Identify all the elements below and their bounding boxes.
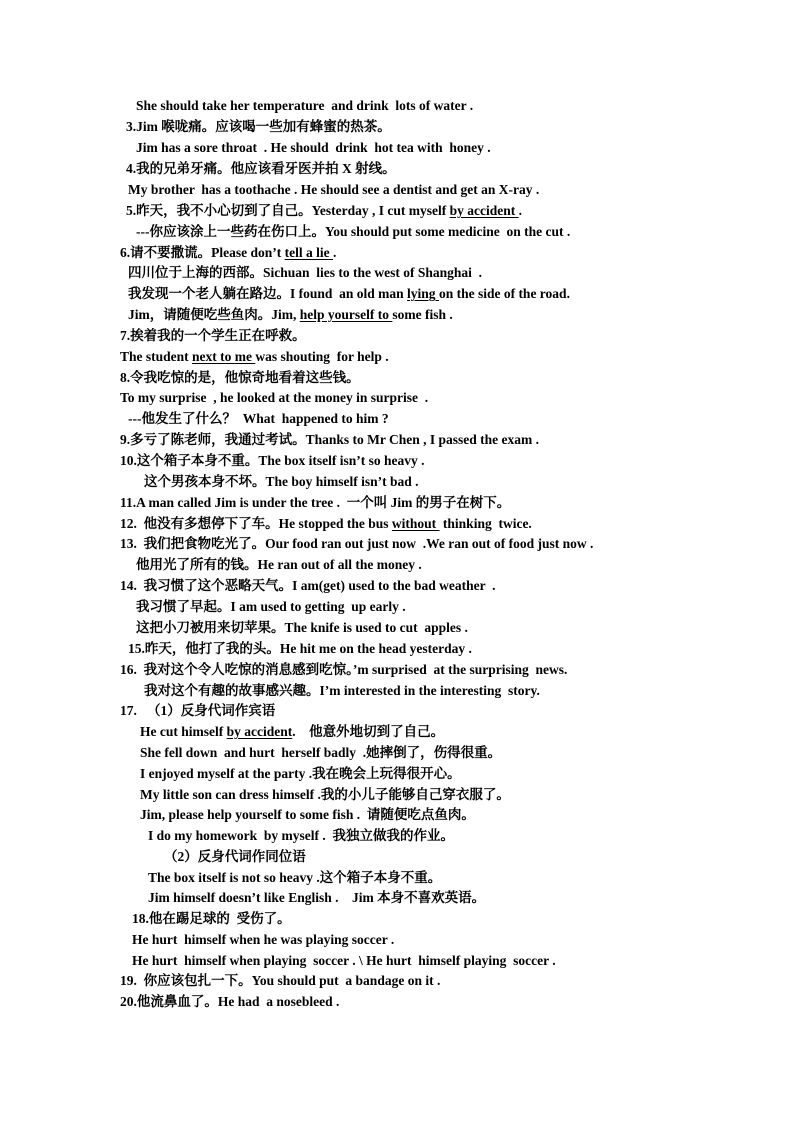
text-segment: 四川位于上海的西部。Sichuan lies to the west of Shanghai . [128,265,483,280]
text-line [120,972,440,992]
text-segment: 10.这个箱子本身不重。The box itself isn’t so heavy . [120,453,425,468]
text-line [140,723,444,743]
text-segment: 19. 你应该包扎一下。You should put a bandage on it . [120,973,441,988]
text-line [128,285,570,305]
text-line [128,264,482,284]
text-line [120,348,389,368]
underlined-phrase: lying [407,286,439,301]
text-segment: 3.Jim 喉咙痛。应该喝一些加有蜂蜜的热茶。 [126,119,391,134]
text-line [132,952,556,972]
text-segment: She fell down and hurt herself badly .她摔倒了，伤得很重。 [140,745,502,760]
text-line [148,869,441,889]
text-segment: The box itself is not so heavy .这个箱子本身不重。 [148,870,442,885]
text-line [136,97,473,117]
text-line [128,640,472,660]
text-line [148,827,454,847]
text-segment: My little son can dress himself .我的小儿子能够自己穿衣服了。 [140,787,510,802]
text-line [128,181,539,201]
text-segment: 17. （1）反身代词作宾语 [120,703,276,718]
text-segment: 13. 我们把食物吃光了。Our food ran out just now .We ran out of food just now . [120,536,594,551]
text-segment: The student [120,349,193,364]
text-line [136,598,406,618]
text-segment: 16. 我对这个令人吃惊的消息感到吃惊。’m surprised at the surprising news. [120,662,568,677]
underlined-phrase: without [391,516,440,531]
text-segment: He cut himself [140,724,227,739]
text-segment: 这个男孩本身不坏。The boy himself isn’t bad . [144,474,419,489]
text-segment: 11.A man called Jim is under the tree . 一个叫 Jim 的男子在树下。 [120,495,511,510]
text-segment: My brother has a toothache . He should see a dentist and get an X-ray . [128,182,540,197]
text-line [148,889,485,909]
text-segment: 4.我的兄弟牙痛。他应该看牙医并拍 X 射线。 [126,161,396,176]
text-line [136,556,422,576]
text-line [140,744,501,764]
text-segment: She should take her temperature and drink lots of water . [136,98,474,113]
text-segment: 8.令我吃惊的是，他惊奇地看着这些钱。 [120,370,360,385]
text-segment: Jim has a sore throat . He should drink hot tea with honey . [136,140,491,155]
text-segment: 我发现一个老人躺在路边。I found an old man [128,286,408,301]
text-line [126,118,391,138]
text-segment: He hurt himself when playing soccer . \ He hurt himself playing soccer . [132,953,556,968]
text-segment: . [518,203,522,218]
text-line [136,619,468,639]
text-segment: thinking twice. [439,516,532,531]
text-line [120,327,306,347]
text-segment: 14. 我习惯了这个恶略天气。I am(get) used to the bad weather . [120,578,496,593]
text-segment: 9.多亏了陈老师，我通过考试。Thanks to Mr Chen , I passed the exam . [120,432,540,447]
text-line [132,931,394,951]
text-line [126,202,522,222]
text-segment: I enjoyed myself at the party .我在晚会上玩得很开心。 [140,766,461,781]
text-segment: 我习惯了早起。I am used to getting up early . [136,599,406,614]
text-segment: . 他意外地切到了自己。 [292,724,445,739]
text-line [136,139,491,159]
text-line [120,993,339,1013]
text-segment: 20.他流鼻血了。He had a nosebleed . [120,994,340,1009]
text-segment: was shouting for help . [255,349,389,364]
text-segment: some fish . [392,307,453,322]
text-segment: He hurt himself when he was playing soccer . [132,932,395,947]
text-segment: Jim，请随便吃些鱼肉。Jim, [128,307,300,322]
text-segment: 15.昨天，他打了我的头。He hit me on the head yesterday . [128,641,472,656]
text-line [120,369,360,389]
text-line [126,160,396,180]
text-segment: Jim, please help yourself to some fish . 请随便吃点鱼肉。 [140,807,475,822]
text-line [120,515,532,535]
text-line [136,223,570,243]
text-segment: on the side of the road. [438,286,570,301]
underlined-phrase: by accident [226,724,293,739]
text-segment: 我对这个有趣的故事感兴趣。I’m interested in the interesting story. [144,683,540,698]
text-line [140,806,475,826]
text-line [140,786,510,806]
text-segment: 12. 他没有多想停下了车。He stopped the bus [120,516,392,531]
text-line [144,473,419,493]
text-segment: I do my homework by myself . 我独立做我的作业。 [148,828,454,843]
text-line [120,431,539,451]
text-segment: 5.昨天，我不小心切到了自己。Yesterday , I cut myself [126,203,450,218]
text-segment: 他用光了所有的钱。He ran out of all the money . [136,557,422,572]
text-line [120,494,510,514]
underlined-phrase: tell a lie [284,245,333,260]
underlined-phrase: help yourself to [299,307,393,322]
text-segment: 18.他在踢足球的 受伤了。 [132,911,291,926]
text-segment: （2）反身代词作同位语 [164,849,306,864]
text-line [120,535,593,555]
text-line [120,661,567,681]
text-line [120,702,275,722]
text-segment: 6.请不要撒谎。Please don’t [120,245,285,260]
text-line [144,682,540,702]
text-line [120,577,495,597]
text-line [120,389,428,409]
underlined-phrase: next to me [192,349,256,364]
text-line [132,910,291,930]
underlined-phrase: by accident [449,203,519,218]
text-segment: . [332,245,337,260]
text-segment: Jim himself doesn’t like English . Jim 本身不喜欢英语。 [148,890,486,905]
text-line [120,244,336,264]
text-segment: 7.挨着我的一个学生正在呼救。 [120,328,306,343]
text-line [140,765,461,785]
text-segment: ---他发生了什么？ What happened to him ? [128,411,389,426]
text-segment: To my surprise , he looked at the money in surprise . [120,390,429,405]
text-segment: 这把小刀被用来切苹果。The knife is used to cut apples . [136,620,468,635]
text-line [120,452,425,472]
text-line [164,848,306,868]
text-segment: ---你应该涂上一些药在伤口上。You should put some medicine on the cut . [136,224,571,239]
text-line [128,410,389,430]
text-line [128,306,453,326]
